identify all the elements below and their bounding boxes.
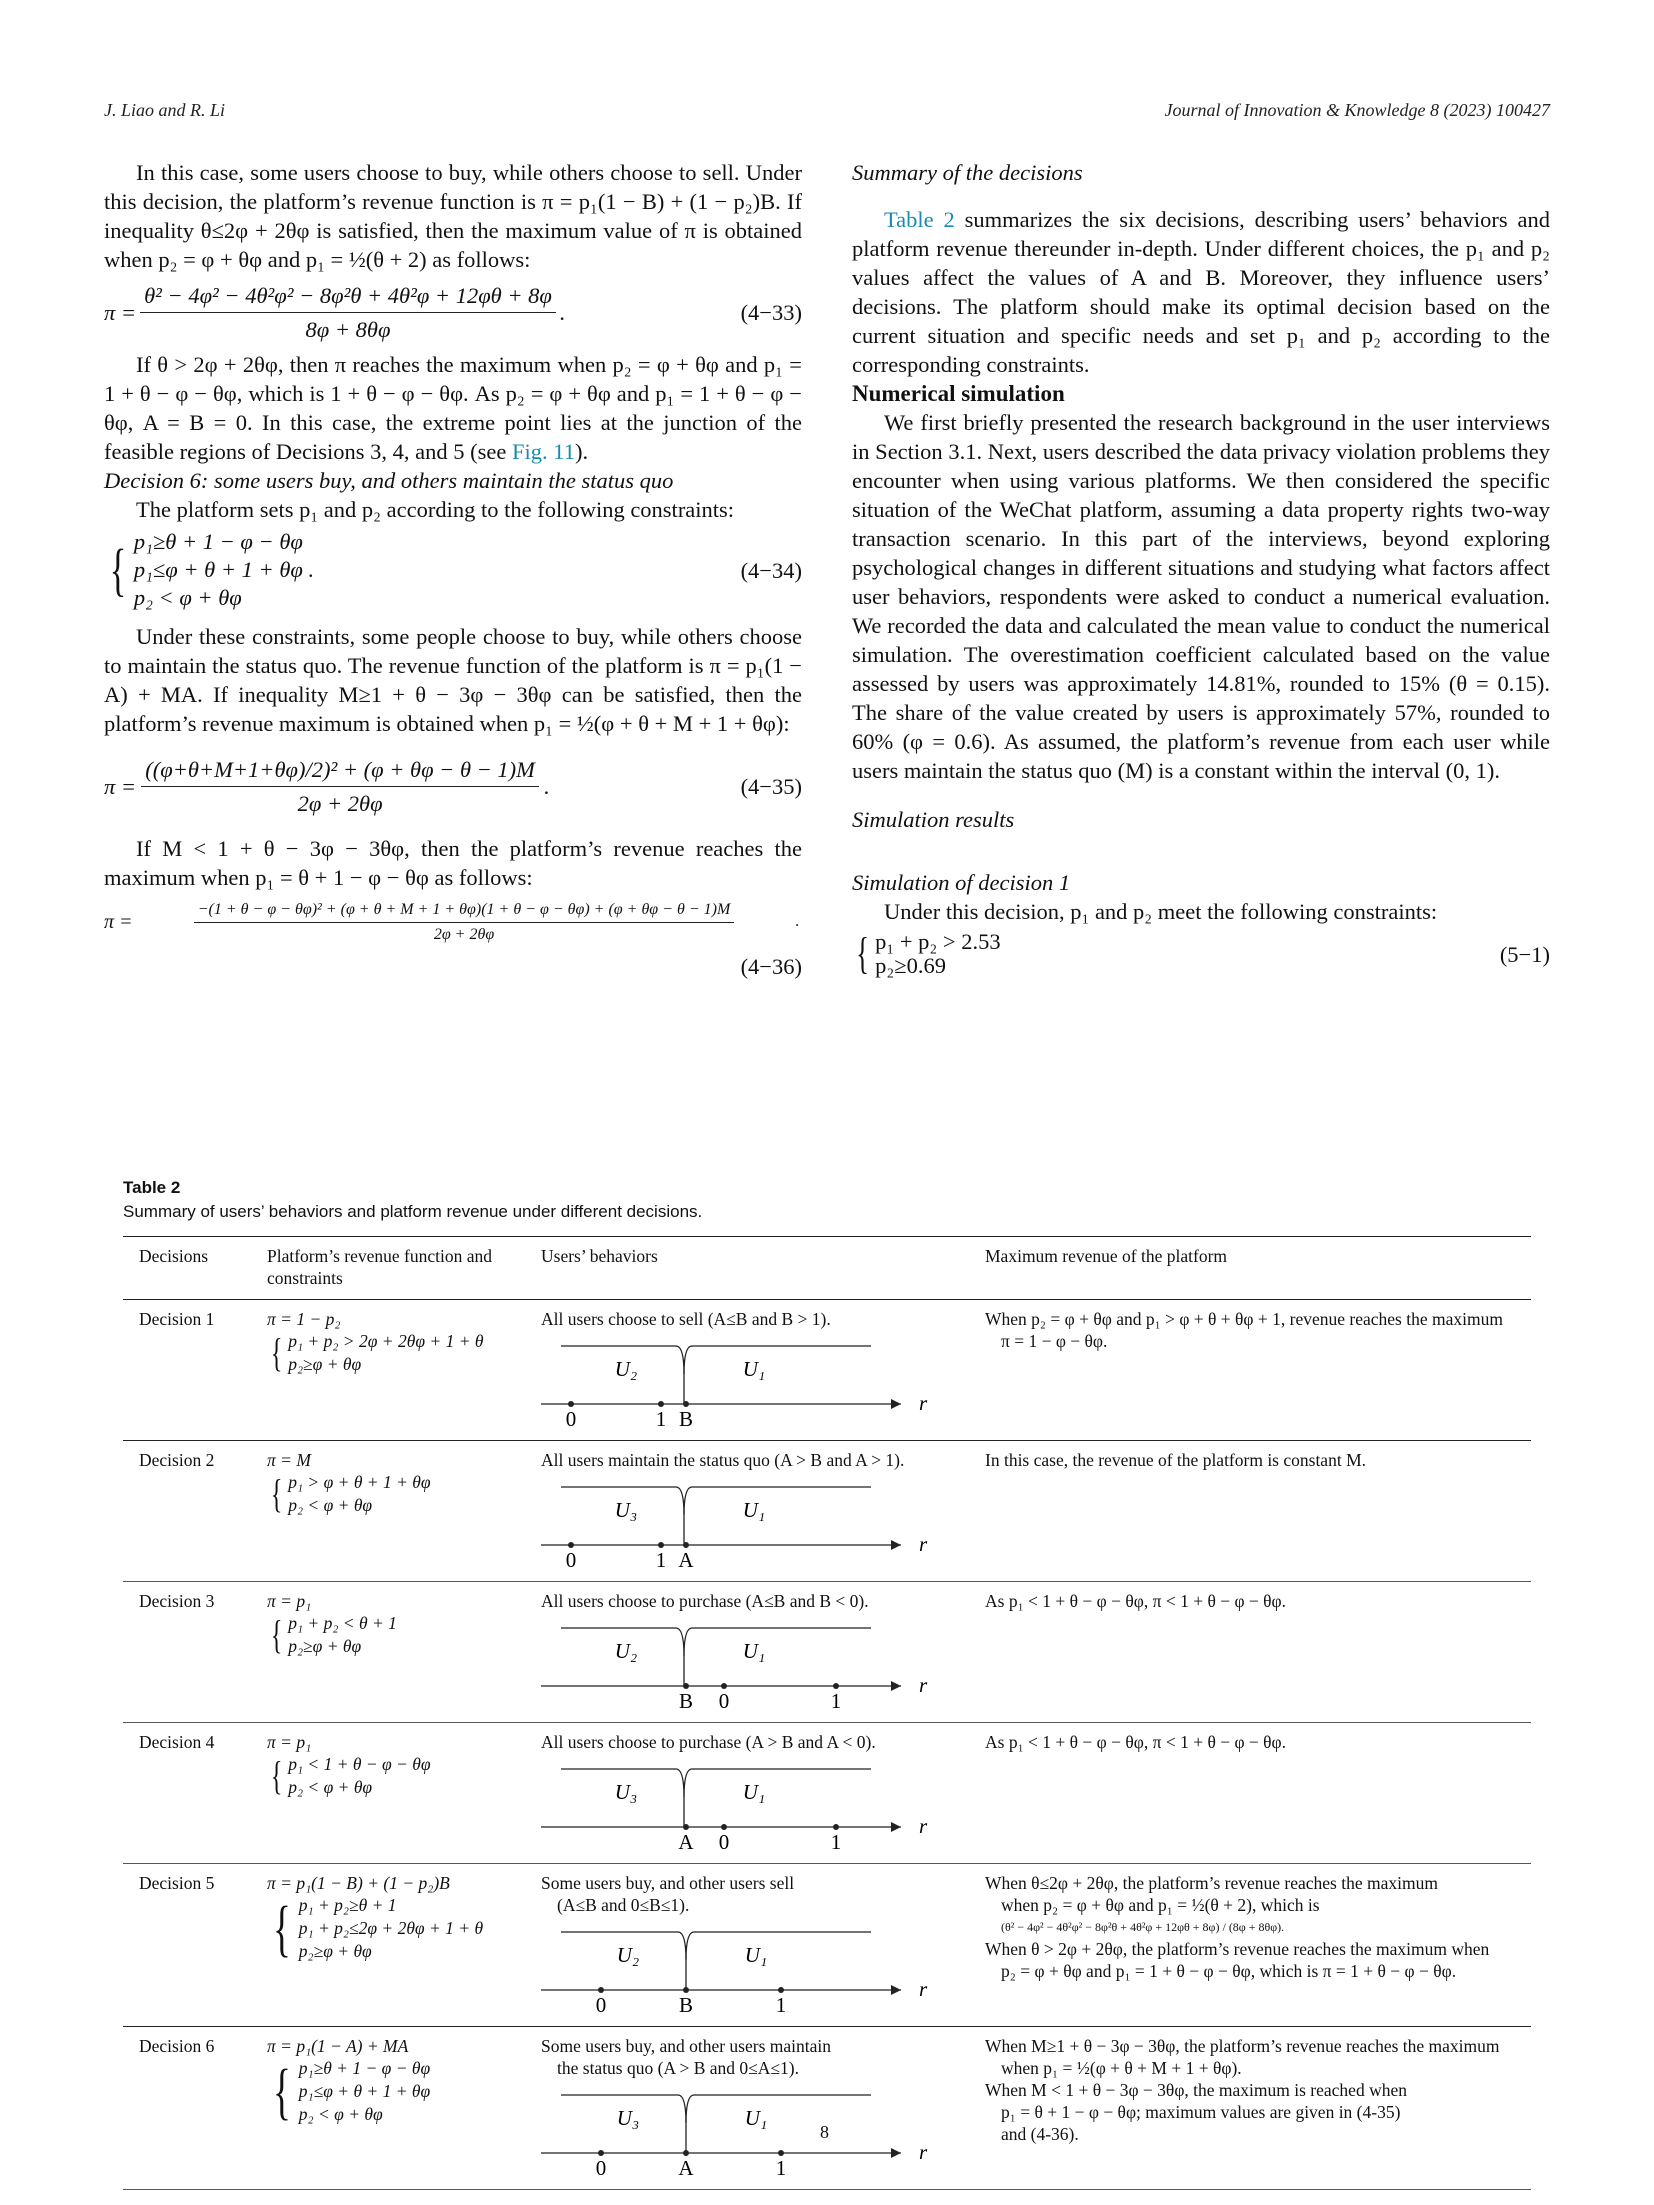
axis-tick-label: B	[678, 1689, 694, 1712]
table-caption: Summary of users’ behaviors and platform revenue under different decisions.	[123, 1202, 703, 1221]
cusp-curve	[686, 1932, 694, 1960]
axis-tick-label: 0	[565, 1548, 577, 1571]
decision-name: Decision 5	[123, 1864, 251, 2027]
revenue-line: and (4-36).	[1001, 2124, 1079, 2144]
axis-variable-label: r	[919, 1391, 928, 1415]
axis-tick-label: 0	[595, 1993, 607, 2016]
fraction-denominator: 8φ + 8θφ	[305, 316, 391, 342]
constraint: p₂ < φ + θφ	[288, 1777, 373, 1797]
cusp-curve	[686, 2095, 694, 2123]
revenue-function-cell	[251, 1864, 525, 2027]
axis-tick-label: 1	[830, 1830, 842, 1853]
table-row	[123, 1441, 1531, 1582]
constraint-group: { p₁ > φ + θ + 1 + θφ p₂ < φ + θφ	[270, 1471, 431, 1516]
constraint-group: { p₁ < 1 + θ − φ − θφ p₂ < φ + θφ	[270, 1753, 431, 1798]
utility-label-right: U₁	[744, 2106, 768, 2130]
utility-label-left: U₃	[614, 1780, 638, 1804]
axis-tick-label: A	[678, 1548, 694, 1571]
fraction-numerator: −(1 + θ − φ − θφ)² + (φ + θ + M + 1 + θφ)(1 + θ − φ − θφ) + (φ + θφ − θ − 1)M	[194, 900, 735, 923]
behavior-text: All users choose to purchase (A≤B and B < 0).	[541, 1591, 869, 1611]
axis-tick-label: A	[678, 1830, 694, 1853]
constraint-group: { p₁ + p₂≥θ + 1 p₁ + p₂≤2φ + 2θφ + 1 + θ p₂≥φ + θφ	[272, 1894, 484, 1963]
equation-number: (4−35)	[740, 773, 802, 799]
behavior-cell	[525, 2027, 969, 2190]
table-row	[123, 1300, 1531, 1441]
column-header: Platform’s revenue function and constraints	[251, 1237, 525, 1300]
equation-4-36: π = −(1 + θ − φ − θφ)² + (φ + θ + M + 1 + θφ)(1 + θ − φ − θφ) + (φ + θφ − θ − 1)M 2φ + 2θφ .	[104, 900, 800, 943]
max-revenue-cell	[969, 1864, 1531, 2027]
axis-arrowhead	[891, 1681, 901, 1691]
utility-label-right: U₁	[742, 1780, 766, 1804]
decision-name: Decision 1	[123, 1300, 251, 1441]
utility-axis-diagram	[541, 2083, 941, 2179]
right-column	[852, 158, 1550, 984]
revenue-function: π = M	[267, 1450, 311, 1470]
axis-arrowhead	[891, 1399, 901, 1409]
fraction-numerator: ((φ+θ+M+1+θφ)/2)² + (φ + θφ − θ − 1)M	[141, 755, 539, 787]
equation-4-33: π = $\frac{\text{θ² − 4φ² − 4θ²φ² − 8φ²θ + 4θ²φ + 12φθ + 8φ}}{8\varphi + 8\theta\varphi}$ . (4−33)	[104, 282, 802, 342]
behavior-text: the status quo (A > B and 0≤A≤1).	[557, 2058, 799, 2078]
paragraph: If θ > 2φ + 2θφ, then π reaches the maximum when p₂ = φ + θφ and p₁ = 1 + θ − φ − θφ, which is 1 + θ − φ − θφ. As p₂ = φ + θφ and p₁ = 1 + θ − φ − θφ, A = B = 0. In this case, the extreme point lies at the junction of the feasible regions of Decisions 3, 4, and 5 (see Fig. 11).	[104, 352, 802, 464]
constraint: p₁ > φ + θ + 1 + θφ	[288, 1472, 431, 1492]
revenue-line: π = 1 − φ − θφ.	[1001, 1331, 1108, 1351]
behavior-cell	[525, 1864, 969, 2027]
utility-axis-diagram	[541, 1334, 941, 1430]
revenue-line: When M < 1 + θ − 3φ − 3θφ, the maximum is reached when	[985, 2080, 1407, 2100]
max-revenue-cell	[969, 1582, 1531, 1723]
paragraph: Table 2 summarizes the six decisions, describing users’ behaviors and platform revenue thereunder in-depth. Under different choices, the p₁ and p₂ values affect the values of A and B. Moreover, they influence users’ decisions. The platform should make its optimal decision based on the current situation and specific needs and set p₁ and p₂ according to the corresponding constraints.	[852, 207, 1550, 377]
equation-number: (4−36)	[740, 954, 802, 979]
constraint-group: { p₁ + p₂ < θ + 1 p₂≥φ + θφ	[270, 1612, 397, 1657]
behavior-cell	[525, 1723, 969, 1864]
fraction-denominator: 2φ + 2θφ	[297, 790, 383, 816]
paragraph: Under this decision, p₁ and p₂ meet the following constraints:	[884, 899, 1438, 924]
table-link[interactable]: Table 2	[884, 207, 955, 232]
behavior-text: Some users buy, and other users maintain	[541, 2036, 831, 2056]
cusp-curve	[684, 1628, 692, 1656]
utility-axis-diagram	[541, 1757, 941, 1853]
constraint: p₁ + p₂ < θ + 1	[288, 1613, 397, 1633]
constraint: p₂≥φ + θφ	[298, 1941, 372, 1961]
paragraph: We first briefly presented the research background in the user interviews in Section 3.1. Next, users described the data privacy violation problems they encounter when using various platforms. We then considered the specific situation of the WeChat platform, assuming a data property rights two-way transaction scenario. In this part of the interviews, beyond exploring psychological changes in different situations and studying what factors affect user behaviors, respondents were asked to conduct a numerical evaluation. We recorded the data and calculated the mean value to conduct the numerical simulation. The overestimation coefficient calculated based on the value assessed by users was approximately 14.81%, rounded to 15% (θ = 0.15). The share of the value created by users is approximately 57%, rounded to 60% (φ = 0.6). As assumed, the platform’s revenue from each user while users maintain the status quo (M) is a constant within the interval (0, 1).	[852, 410, 1550, 783]
cusp-curve	[684, 1346, 692, 1374]
revenue-line: As p₁ < 1 + θ − φ − θφ, π < 1 + θ − φ − θφ.	[985, 1732, 1287, 1752]
axis-tick-label: 1	[775, 1993, 787, 2016]
revenue-line: When θ > 2φ + 2θφ, the platform’s revenue reaches the maximum when	[985, 1939, 1490, 1959]
axis-variable-label: r	[919, 1673, 928, 1697]
axis-tick-label: 1	[655, 1407, 667, 1430]
subsection-title: Simulation results	[852, 807, 1015, 832]
utility-axis-diagram	[541, 1475, 941, 1571]
revenue-line: p₁ = θ + 1 − φ − θφ; maximum values are given in (4-35)	[1001, 2102, 1401, 2122]
cusp-curve	[684, 1487, 692, 1515]
table-row	[123, 1723, 1531, 1864]
revenue-function: π = p₁	[267, 1732, 312, 1752]
axis-tick-label: 0	[718, 1689, 730, 1712]
axis-tick-label: 1	[655, 1548, 667, 1571]
behavior-cell	[525, 1300, 969, 1441]
revenue-function-cell	[251, 2027, 525, 2190]
revenue-line: When θ≤2φ + 2θφ, the platform’s revenue reaches the maximum	[985, 1873, 1438, 1893]
revenue-function: π = 1 − p₂	[267, 1309, 341, 1329]
axis-tick-label: 0	[718, 1830, 730, 1853]
revenue-line: When p₂ = φ + θφ and p₁ > φ + θ + θφ + 1, revenue reaches the maximum	[985, 1309, 1503, 1329]
max-revenue-cell	[969, 2027, 1531, 2190]
fraction-denominator: 2φ + 2θφ	[433, 925, 495, 943]
paragraph: In this case, some users choose to buy, while others choose to sell. Under this decision, the platform’s revenue function is π = p₁(1 − B) + (1 − p₂)B. If inequality θ≤2φ + 2θφ is satisfied, then the maximum value of π is obtained when p₂ = φ + θφ and p₁ = ½(θ + 2) as follows:	[104, 160, 802, 272]
axis-arrowhead	[891, 2148, 901, 2158]
decision-table	[123, 1236, 1531, 2190]
revenue-line: when p₁ = ½(φ + θ + M + 1 + θφ).	[1001, 2058, 1242, 2078]
constraint: p₂ < φ + θφ	[298, 2104, 383, 2124]
behavior-text: All users maintain the status quo (A > B and A > 1).	[541, 1450, 905, 1470]
equation-4-34: { p₁≥θ + 1 − φ − θφ p₁≤φ + θ + 1 + θφ . p₂ < φ + θφ (4−34)	[109, 529, 802, 610]
revenue-function-cell	[251, 1582, 525, 1723]
column-header: Maximum revenue of the platform	[969, 1237, 1531, 1300]
equation-number: (5−1)	[1499, 941, 1550, 967]
revenue-function-cell	[251, 1300, 525, 1441]
constraint: p₂≥φ + θφ	[288, 1354, 362, 1374]
decision-name: Decision 4	[123, 1723, 251, 1864]
axis-tick-label: 1	[775, 2156, 787, 2179]
revenue-line: As p₁ < 1 + θ − φ − θφ, π < 1 + θ − φ − θφ.	[985, 1591, 1287, 1611]
behavior-cell	[525, 1441, 969, 1582]
behavior-text: (A≤B and 0≤B≤1).	[557, 1895, 690, 1915]
equation-number: (4−33)	[740, 299, 802, 325]
utility-label-left: U₂	[614, 1357, 638, 1381]
column-header: Users’ behaviors	[525, 1237, 969, 1300]
table-row	[123, 2027, 1531, 2190]
axis-tick-label: 0	[595, 2156, 607, 2179]
cusp-curve	[678, 1932, 686, 1990]
left-column	[104, 158, 802, 981]
utility-axis-diagram	[541, 1920, 941, 2016]
utility-label-right: U₁	[744, 1943, 768, 1967]
cusp-curve	[678, 2095, 686, 2153]
cusp-curve	[676, 1346, 684, 1404]
cusp-curve	[676, 1769, 684, 1827]
section-heading: Numerical simulation	[852, 381, 1065, 406]
figure-link[interactable]: Fig. 11	[512, 439, 575, 464]
constraint: p₂ < φ + θφ	[288, 1495, 373, 1515]
subsection-title: Decision 6: some users buy, and others maintain the status quo	[104, 468, 674, 493]
utility-label-right: U₁	[742, 1498, 766, 1522]
running-head-authors: J. Liao and R. Li	[104, 100, 226, 120]
revenue-function-cell	[251, 1723, 525, 1864]
revenue-function: π = p₁	[267, 1591, 312, 1611]
constraint: p₂≥φ + θφ	[288, 1636, 362, 1656]
revenue-line: when p₂ = φ + θφ and p₁ = ½(θ + 2), which is	[1001, 1895, 1320, 1915]
constraint: p₁≥θ + 1 − φ − θφ	[298, 2058, 431, 2078]
constraint-group: { p₁≥θ + 1 − φ − θφ p₁≤φ + θ + 1 + θφ p₂ < φ + θφ	[272, 2057, 431, 2126]
max-revenue-cell	[969, 1441, 1531, 1582]
constraint-group: { p₁ + p₂ > 2φ + 2θφ + 1 + θ p₂≥φ + θφ	[270, 1330, 484, 1375]
axis-variable-label: r	[919, 2140, 928, 2164]
axis-tick-label: 0	[565, 1407, 577, 1430]
axis-variable-label: r	[919, 1814, 928, 1838]
table-row	[123, 1864, 1531, 2027]
revenue-function: π = p₁(1 − B) + (1 − p₂)B	[267, 1873, 450, 1893]
table-header-row	[123, 1237, 1531, 1300]
table-title: Table 2	[123, 1178, 181, 1197]
decision-name: Decision 3	[123, 1582, 251, 1723]
axis-tick-label: 1	[830, 1689, 842, 1712]
axis-variable-label: r	[919, 1977, 928, 2001]
utility-label-left: U₂	[616, 1943, 640, 1967]
paragraph: Under these constraints, some people choose to buy, while others choose to maintain the status quo. The revenue function of the platform is π = p₁(1 − A) + MA. If inequality M≥1 + θ − 3φ − 3θφ can be satisfied, then the platform’s revenue maximum is obtained when p₁ = ½(φ + θ + M + 1 + θφ):	[104, 624, 802, 736]
cusp-curve	[684, 1769, 692, 1797]
revenue-line: (θ² − 4φ² − 4θ²φ² − 8φ²θ + 4θ²φ + 12φθ + 8φ) / (8φ + 8θφ).	[1001, 1920, 1285, 1934]
column-header: Decisions	[123, 1237, 251, 1300]
revenue-function-cell	[251, 1441, 525, 1582]
revenue-line: In this case, the revenue of the platform is constant M.	[985, 1450, 1367, 1470]
cusp-curve	[676, 1628, 684, 1686]
constraint: p₁ + p₂≤2φ + 2θφ + 1 + θ	[298, 1918, 484, 1938]
behavior-cell	[525, 1582, 969, 1723]
decision-name: Decision 2	[123, 1441, 251, 1582]
utility-label-left: U₃	[616, 2106, 640, 2130]
axis-variable-label: r	[919, 1532, 928, 1556]
subsection-title: Simulation of decision 1	[852, 870, 1071, 895]
axis-arrowhead	[891, 1985, 901, 1995]
fraction-numerator: θ² − 4φ² − 4θ²φ² − 8φ²θ + 4θ²φ + 12φθ + 8φ	[140, 281, 556, 313]
utility-label-left: U₃	[614, 1498, 638, 1522]
table-row	[123, 1582, 1531, 1723]
constraint: p₁ < 1 + θ − φ − θφ	[288, 1754, 431, 1774]
behavior-text: All users choose to sell (A≤B and B > 1).	[541, 1309, 831, 1329]
behavior-text: All users choose to purchase (A > B and A < 0).	[541, 1732, 876, 1752]
cusp-curve	[676, 1487, 684, 1545]
paragraph: The platform sets p₁ and p₂ according to the following constraints:	[136, 497, 735, 522]
subsection-title: Summary of the decisions	[852, 160, 1083, 185]
equation-number: (4−34)	[740, 557, 802, 583]
max-revenue-cell	[969, 1300, 1531, 1441]
utility-label-left: U₂	[614, 1639, 638, 1663]
utility-label-right: U₁	[742, 1357, 766, 1381]
axis-arrowhead	[891, 1822, 901, 1832]
axis-arrowhead	[891, 1540, 901, 1550]
page-number: 8	[820, 2122, 829, 2142]
constraint: p₁ + p₂ > 2φ + 2θφ + 1 + θ	[288, 1331, 484, 1351]
revenue-function: π = p₁(1 − A) + MA	[267, 2036, 409, 2056]
axis-tick-label: A	[678, 2156, 694, 2179]
utility-axis-diagram	[541, 1616, 941, 1712]
axis-tick-label: B	[678, 1407, 694, 1430]
constraint: p₁≤φ + θ + 1 + θφ	[298, 2081, 431, 2101]
max-revenue-cell	[969, 1723, 1531, 1864]
utility-label-right: U₁	[742, 1639, 766, 1663]
behavior-text: Some users buy, and other users sell	[541, 1873, 795, 1893]
revenue-line: p₂ = φ + θφ and p₁ = 1 + θ − φ − θφ, which is π = 1 + θ − φ − θφ.	[1001, 1961, 1457, 1981]
decision-name: Decision 6	[123, 2027, 251, 2190]
revenue-line: When M≥1 + θ − 3φ − 3θφ, the platform’s revenue reaches the maximum	[985, 2036, 1500, 2056]
equation-5-1: { p₁ + p₂ > 2.53 p₂≥0.69 (5−1)	[856, 929, 1550, 978]
equation-4-35: π = $\frac{\text{((φ+θ+M+1+θφ)/2)² + (φ + θφ − θ − 1)M}}{2\varphi + 2\theta\varphi}$ . (4−35)	[104, 756, 802, 816]
constraint: p₁ + p₂≥θ + 1	[298, 1895, 397, 1915]
paragraph: If M < 1 + θ − 3φ − 3θφ, then the platform’s revenue reaches the maximum when p₁ = θ + 1 − φ − θφ as follows:	[104, 836, 802, 890]
axis-tick-label: B	[678, 1993, 694, 2016]
running-head-journal: Journal of Innovation & Knowledge 8 (2023) 100427	[1164, 100, 1550, 120]
